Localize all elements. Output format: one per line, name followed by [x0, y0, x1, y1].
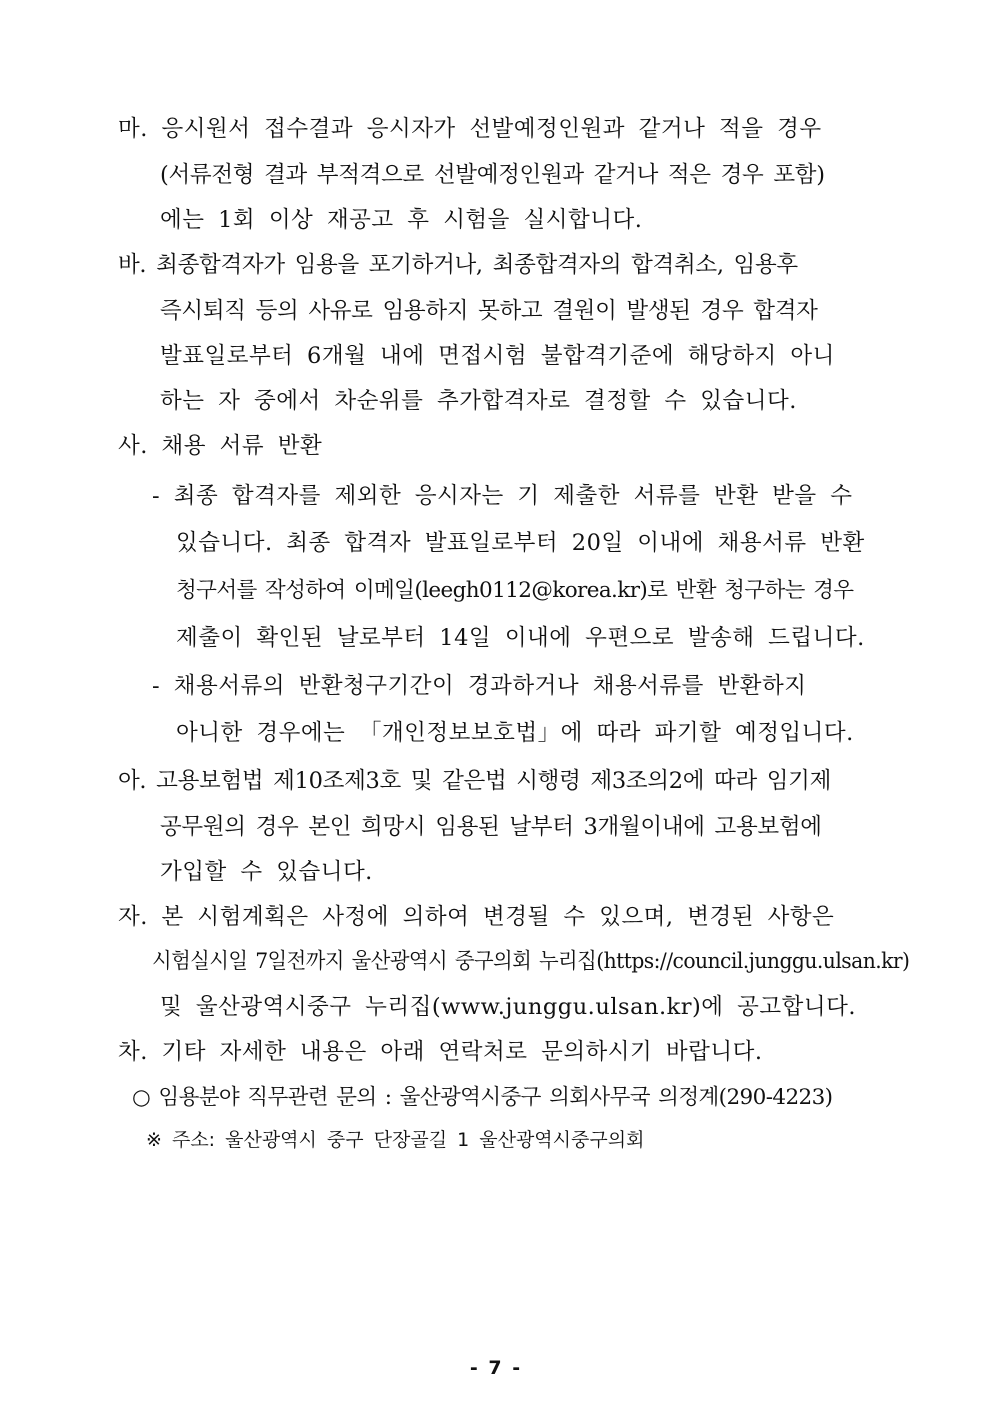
section-sa-item-2-line-1: - 채용서류의 반환청구기간이 경과하거나 채용서류를 반환하지	[152, 673, 807, 699]
section-a-line-2: 공무원의 경우 본인 희망시 임용된 날부터 3개월이내에 고용보험에	[160, 814, 822, 840]
section-sa-item-2-line-2: 아니한 경우에는 「개인정보보호법」에 따라 파기할 예정입니다.	[176, 720, 854, 746]
section-ba-line-4: 하는 자 중에서 차순위를 추가합격자로 결정할 수 있습니다.	[160, 388, 797, 414]
section-cha-line-1: 차. 기타 자세한 내용은 아래 연락처로 문의하시기 바랍니다.	[118, 1039, 763, 1065]
section-a-line-1: 아. 고용보험법 제10조제3호 및 같은법 시행령 제3조의2에 따라 임기제	[118, 768, 832, 794]
section-ba-line-3: 발표일로부터 6개월 내에 면접시험 불합격기준에 해당하지 아니	[160, 343, 835, 369]
section-a-line-3: 가입할 수 있습니다.	[160, 859, 373, 885]
contact-line: ○ 임용분야 직무관련 문의 : 울산광역시중구 의회사무국 의정계(290-4223)	[132, 1085, 833, 1110]
section-ba-line-2: 즉시퇴직 등의 사유로 임용하지 못하고 결원이 발생된 경우 합격자	[160, 298, 818, 324]
section-ja-line-1: 자. 본 시험계획은 사정에 의하여 변경될 수 있으며, 변경된 사항은	[118, 904, 835, 930]
page-number: - 7 -	[469, 1357, 523, 1379]
section-ba-line-1: 바. 최종합격자가 임용을 포기하거나, 최종합격자의 합격취소, 임용후	[118, 252, 798, 278]
section-ma-line-3: 에는 1회 이상 재공고 후 시험을 실시합니다.	[160, 207, 643, 233]
section-sa-heading: 사. 채용 서류 반환	[118, 433, 323, 459]
section-ja-line-3: 및 울산광역시중구 누리집(www.junggu.ulsan.kr)에 공고합니다.	[160, 994, 857, 1020]
section-sa-item-1-line-4: 제출이 확인된 날로부터 14일 이내에 우편으로 발송해 드립니다.	[176, 625, 865, 651]
section-ma-line-1: 마. 응시원서 접수결과 응시자가 선발예정인원과 같거나 적을 경우	[118, 116, 822, 142]
section-sa-item-1-line-2: 있습니다. 최종 합격자 발표일로부터 20일 이내에 채용서류 반환	[176, 530, 865, 556]
section-sa-item-1-line-3: 청구서를 작성하여 이메일(leegh0112@korea.kr)로 반환 청구하는 경우	[176, 578, 854, 603]
section-ja-line-2: 시험실시일 7일전까지 울산광역시 중구의회 누리집(https://council.junggu.ulsan.kr)	[152, 949, 910, 974]
address-note: ※ 주소: 울산광역시 중구 단장골길 1 울산광역시중구의회	[146, 1129, 645, 1151]
section-ma-line-2: (서류전형 결과 부적격으로 선발예정인원과 같거나 적은 경우 포함)	[160, 162, 825, 188]
section-sa-item-1-line-1: - 최종 합격자를 제외한 응시자는 기 제출한 서류를 반환 받을 수	[152, 483, 853, 509]
